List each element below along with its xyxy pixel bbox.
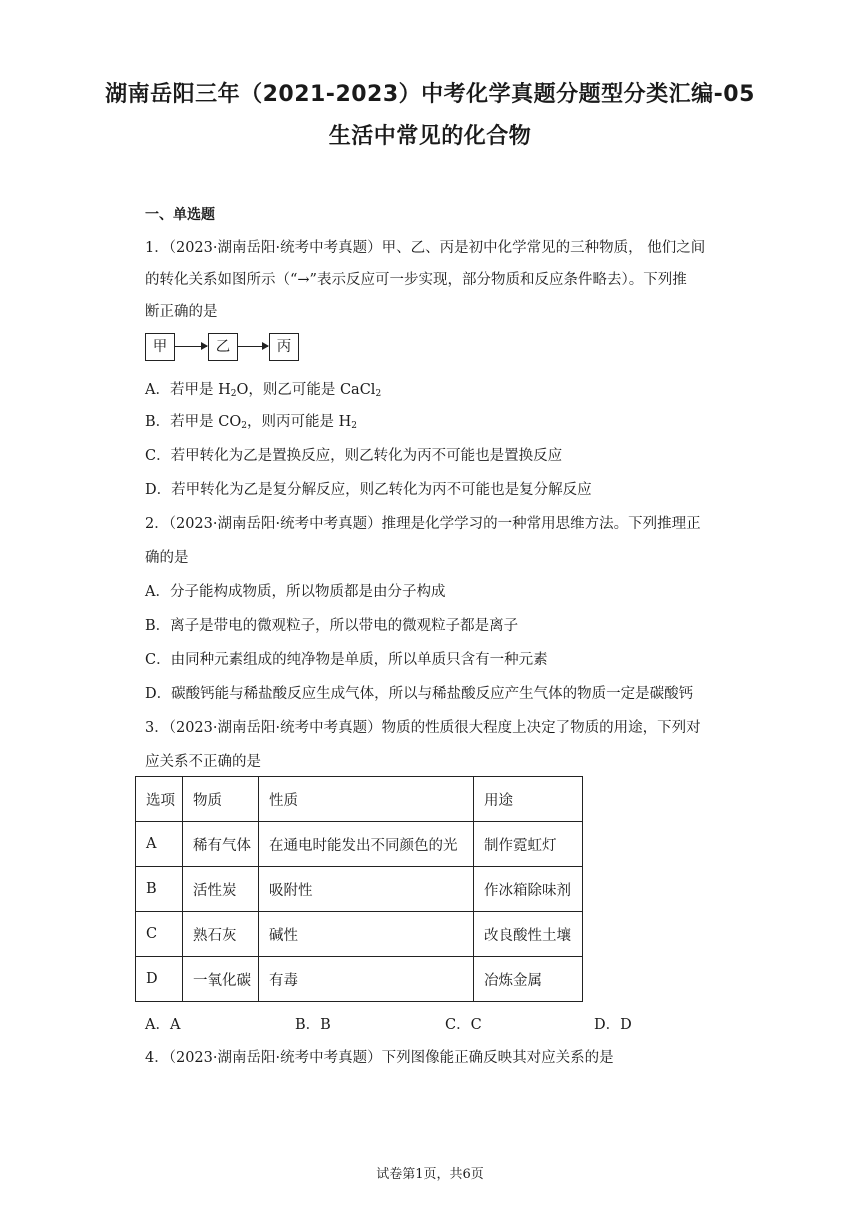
- q1-option-a-text1: A．若甲是 H: [145, 382, 231, 398]
- q3-stem-line1: 3．（2023·湖南岳阳·统考中考真题）物质的性质很大程度上决定了物质的用途，下列对: [145, 720, 701, 736]
- subscript: 2: [351, 421, 357, 431]
- q2-stem-line1: 2．（2023·湖南岳阳·统考中考真题）推理是化学学习的一种常用思维方法。下列推理正: [145, 516, 701, 532]
- section-heading: 一、单选题: [145, 207, 215, 223]
- q3-option-b: B．B: [295, 1017, 331, 1033]
- diagram-box-bing: 丙: [269, 333, 299, 361]
- table-cell: 冶炼金属: [474, 957, 583, 1002]
- q3-option-a: A．A: [145, 1017, 181, 1033]
- table-cell: 改良酸性土壤: [474, 912, 583, 957]
- q2-option-d: D．碳酸钙能与稀盐酸反应生成气体，所以与稀盐酸反应产生气体的物质一定是碳酸钙: [145, 686, 694, 702]
- document-title-line1: 湖南岳阳三年（2021-2023）中考化学真题分题型分类汇编-05: [105, 82, 755, 107]
- q1-stem-line2: 的转化关系如图所示（“→”表示反应可一步实现，部分物质和反应条件略去）。下列推: [145, 272, 687, 288]
- q3-option-d: D．D: [594, 1017, 632, 1033]
- table-cell: 吸附性: [259, 867, 474, 912]
- q2-option-a: A．分子能构成物质，所以物质都是由分子构成: [145, 584, 446, 600]
- table-row: [136, 957, 583, 1002]
- q1-option-b: [145, 410, 357, 431]
- table-cell: 制作霓虹灯: [474, 822, 583, 867]
- table-cell: A: [136, 822, 183, 867]
- q1-stem-line3: 断正确的是: [145, 304, 218, 320]
- table-cell: 作冰箱除味剂: [474, 867, 583, 912]
- q2-option-b: B．离子是带电的微观粒子，所以带电的微观粒子都是离子: [145, 618, 519, 634]
- subscript: 2: [375, 389, 382, 399]
- table-cell: 在通电时能发出不同颜色的光: [259, 822, 474, 867]
- q1-option-a: [145, 378, 381, 399]
- table-row: [136, 912, 583, 957]
- table-cell: 熟石灰: [183, 912, 259, 957]
- table-cell: B: [136, 867, 183, 912]
- diagram-arrow: [238, 346, 268, 347]
- table-row: [136, 867, 583, 912]
- diagram-box-yi: 乙: [208, 333, 238, 361]
- diagram-arrow: [175, 346, 207, 347]
- q1-stem-line1: 1．（2023·湖南岳阳·统考中考真题）甲、乙、丙是初中化学常见的三种物质， 他们之间: [145, 240, 706, 256]
- q3-stem-line2: 应关系不正确的是: [145, 754, 261, 770]
- q3-option-c: C．C: [445, 1017, 482, 1033]
- q1-option-d: D．若甲转化为乙是复分解反应，则乙转化为丙不可能也是复分解反应: [145, 482, 592, 498]
- table-cell: D: [136, 957, 183, 1002]
- q2-option-c: C．由同种元素组成的纯净物是单质，所以单质只含有一种元素: [145, 652, 548, 668]
- subscript: 2: [230, 389, 237, 399]
- table-cell: 碱性: [259, 912, 474, 957]
- table-header-row: [136, 777, 583, 822]
- q3-table: [135, 776, 583, 1002]
- table-cell: 有毒: [259, 957, 474, 1002]
- page-footer: 试卷第1页，共6页: [376, 1167, 484, 1182]
- table-header-cell: 物质: [183, 777, 259, 822]
- q4-stem-line1: 4．（2023·湖南岳阳·统考中考真题）下列图像能正确反映其对应关系的是: [145, 1050, 614, 1066]
- q2-stem-line2: 确的是: [145, 550, 189, 566]
- table-header-cell: 性质: [259, 777, 474, 822]
- diagram-box-jia: 甲: [145, 333, 175, 361]
- table-header-cell: 用途: [474, 777, 583, 822]
- document-title-line2: 生活中常见的化合物: [328, 124, 532, 149]
- table-row: [136, 822, 583, 867]
- q1-option-b-text2: ，则丙可能是 H: [246, 414, 352, 430]
- subscript: 2: [241, 421, 247, 431]
- q1-option-c: C．若甲转化为乙是置换反应，则乙转化为丙不可能也是置换反应: [145, 448, 563, 464]
- table-header-cell: 选项: [136, 777, 183, 822]
- table-cell: 一氧化碳: [183, 957, 259, 1002]
- table-cell: 稀有气体: [183, 822, 259, 867]
- table-cell: C: [136, 912, 183, 957]
- q1-option-a-text2: O，则乙可能是 CaCl: [236, 382, 376, 398]
- q1-option-b-text1: B．若甲是 CO: [145, 414, 242, 430]
- table-cell: 活性炭: [183, 867, 259, 912]
